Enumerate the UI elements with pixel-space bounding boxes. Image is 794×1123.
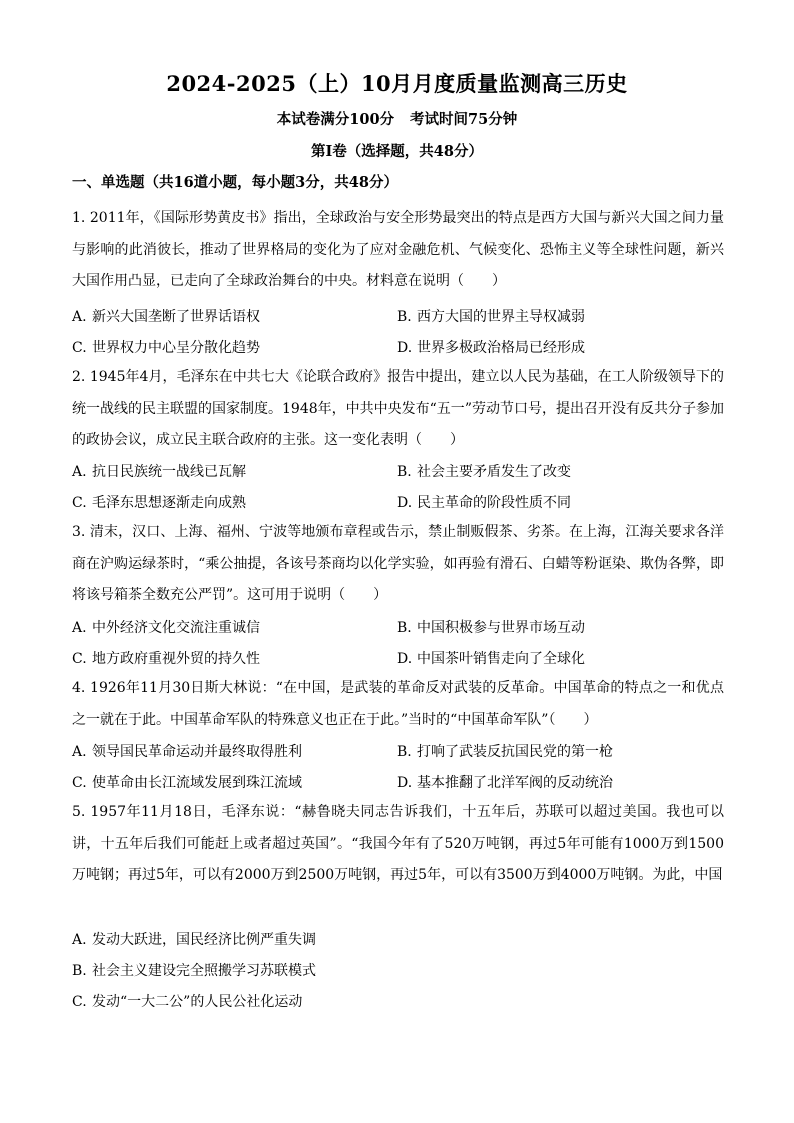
question-stem: 5. 1957年11月18日，毛泽东说：“赫鲁晓夫同志告诉我们，十五年后，苏联可以超过美国。我也可以讲，十五年后我们可能赶上或者超过英国”。“我国今年有了520万吨钢，再过5年可能有1000万到1500万吨钢；再过5年，可以有2000万到2500万吨钢，再过5年，可以有3500万到4000万吨钢。为此，中国 bbox=[72, 804, 724, 883]
option-text: 社会主义建设完全照搬学习苏联模式 bbox=[92, 963, 316, 979]
option-letter: B. bbox=[72, 963, 87, 979]
option-4a[interactable] bbox=[72, 742, 302, 762]
option-letter: A. bbox=[72, 620, 87, 636]
option-text: 中国茶叶销售走向了全球化 bbox=[417, 651, 585, 667]
option-3c[interactable] bbox=[72, 649, 260, 669]
option-letter: D. bbox=[397, 340, 413, 356]
option-text: 抗日民族统一战线已瓦解 bbox=[92, 464, 246, 480]
option-letter: D. bbox=[397, 775, 413, 791]
option-1c[interactable] bbox=[72, 338, 260, 358]
option-letter: C. bbox=[72, 340, 87, 356]
option-2b[interactable] bbox=[397, 462, 571, 482]
option-letter: C. bbox=[72, 994, 87, 1010]
question-stem: 1. 2011年，《国际形势黄皮书》指出，全球政治与安全形势最突出的特点是西方大国与新兴大国之间力量与影响的此消彼长，推动了世界格局的变化为了应对金融危机、气候变化、恐怖主义等全球性问题，新兴大国作用凸显，已走向了全球政治舞台的中央。材料意在说明（ ） bbox=[72, 210, 724, 289]
option-text: 使革命由长江流域发展到珠江流域 bbox=[92, 775, 302, 791]
option-4c[interactable] bbox=[72, 773, 302, 793]
option-text: 基本推翻了北洋军阀的反动统治 bbox=[417, 775, 613, 791]
option-letter: C. bbox=[72, 775, 87, 791]
option-letter: B. bbox=[397, 744, 412, 760]
option-text: 世界权力中心呈分散化趋势 bbox=[92, 340, 260, 356]
option-text: 地方政府重视外贸的持久性 bbox=[92, 651, 260, 667]
option-5b[interactable] bbox=[72, 961, 316, 981]
option-3a[interactable] bbox=[72, 618, 260, 638]
option-text: 新兴大国垄断了世界话语权 bbox=[92, 309, 260, 325]
exam-info bbox=[0, 108, 794, 129]
part-heading: 第Ⅰ卷（选择题，共48分） bbox=[311, 143, 483, 160]
option-text: 领导国民革命运动并最终取得胜利 bbox=[92, 744, 302, 760]
option-4b[interactable] bbox=[397, 742, 613, 762]
option-text: 发动大跃进，国民经济比例严重失调 bbox=[92, 932, 316, 948]
full-score: 本试卷满分100分 bbox=[276, 111, 395, 128]
option-5a[interactable] bbox=[72, 930, 316, 950]
option-text: 民主革命的阶段性质不同 bbox=[417, 495, 571, 511]
option-2c[interactable] bbox=[72, 493, 246, 513]
option-letter: B. bbox=[397, 309, 412, 325]
option-letter: A. bbox=[72, 309, 87, 325]
option-letter: D. bbox=[397, 495, 413, 511]
question-3 bbox=[72, 517, 724, 612]
option-text: 世界多极政治格局已经形成 bbox=[417, 340, 585, 356]
option-text: 中国积极参与世界市场互动 bbox=[417, 620, 585, 636]
option-1d[interactable] bbox=[397, 338, 585, 358]
question-stem: 4. 1926年11月30日斯大林说：“在中国，是武装的革命反对武装的反革命。中国革命的特点之一和优点之一就在于此。中国革命军队的特殊意义也正在于此。”当时的“中国革命军队”（ ） bbox=[72, 680, 724, 728]
question-1 bbox=[72, 203, 724, 298]
option-3b[interactable] bbox=[397, 618, 585, 638]
option-letter: A. bbox=[72, 744, 87, 760]
option-1b[interactable] bbox=[397, 307, 585, 327]
question-stem: 2. 1945年4月，毛泽东在中共七大《论联合政府》报告中提出，建立以人民为基础，在工人阶级领导下的统一战线的民主联盟的国家制度。1948年，中共中央发布“五一”劳动节口号，提出召开没有反共分子参加的政协会议，成立民主联合政府的主张。这一变化表明（ ） bbox=[72, 369, 724, 448]
option-letter: C. bbox=[72, 651, 87, 667]
option-4d[interactable] bbox=[397, 773, 613, 793]
option-text: 毛泽东思想逐渐走向成熟 bbox=[92, 495, 246, 511]
option-2d[interactable] bbox=[397, 493, 571, 513]
option-letter: A. bbox=[72, 932, 87, 948]
option-text: 社会主要矛盾发生了改变 bbox=[417, 464, 571, 480]
option-letter: A. bbox=[72, 464, 87, 480]
section-heading: 一、单选题（共16道小题，每小题3分，共48分） bbox=[72, 174, 398, 191]
option-text: 打响了武装反抗国民党的第一枪 bbox=[417, 744, 613, 760]
option-text: 发动“一大二公”的人民公社化运动 bbox=[92, 994, 303, 1010]
exam-title: 2024-2025（上）10月月度质量监测高三历史 bbox=[166, 71, 628, 96]
option-3d[interactable] bbox=[397, 649, 585, 669]
option-1a[interactable] bbox=[72, 307, 260, 327]
question-2 bbox=[72, 362, 724, 457]
question-4 bbox=[72, 673, 724, 736]
option-2a[interactable] bbox=[72, 462, 246, 482]
question-5 bbox=[72, 797, 724, 892]
exam-time: 考试时间75分钟 bbox=[410, 111, 518, 128]
option-letter: D. bbox=[397, 651, 413, 667]
option-text: 西方大国的世界主导权减弱 bbox=[417, 309, 585, 325]
option-letter: B. bbox=[397, 620, 412, 636]
option-letter: C. bbox=[72, 495, 87, 511]
question-stem: 3. 清末，汉口、上海、福州、宁波等地颁布章程或告示，禁止制贩假茶、劣茶。在上海，江海关要求各洋商在沪购运绿茶时，“乘公抽提，各该号茶商均以化学实验，如再验有滑石、白蜡等粉诓染、欺伪各弊，即将该号箱茶全数充公严罚”。这可用于说明（ ） bbox=[72, 524, 724, 603]
option-5c[interactable] bbox=[72, 992, 302, 1012]
option-text: 中外经济文化交流注重诚信 bbox=[92, 620, 260, 636]
option-letter: B. bbox=[397, 464, 412, 480]
